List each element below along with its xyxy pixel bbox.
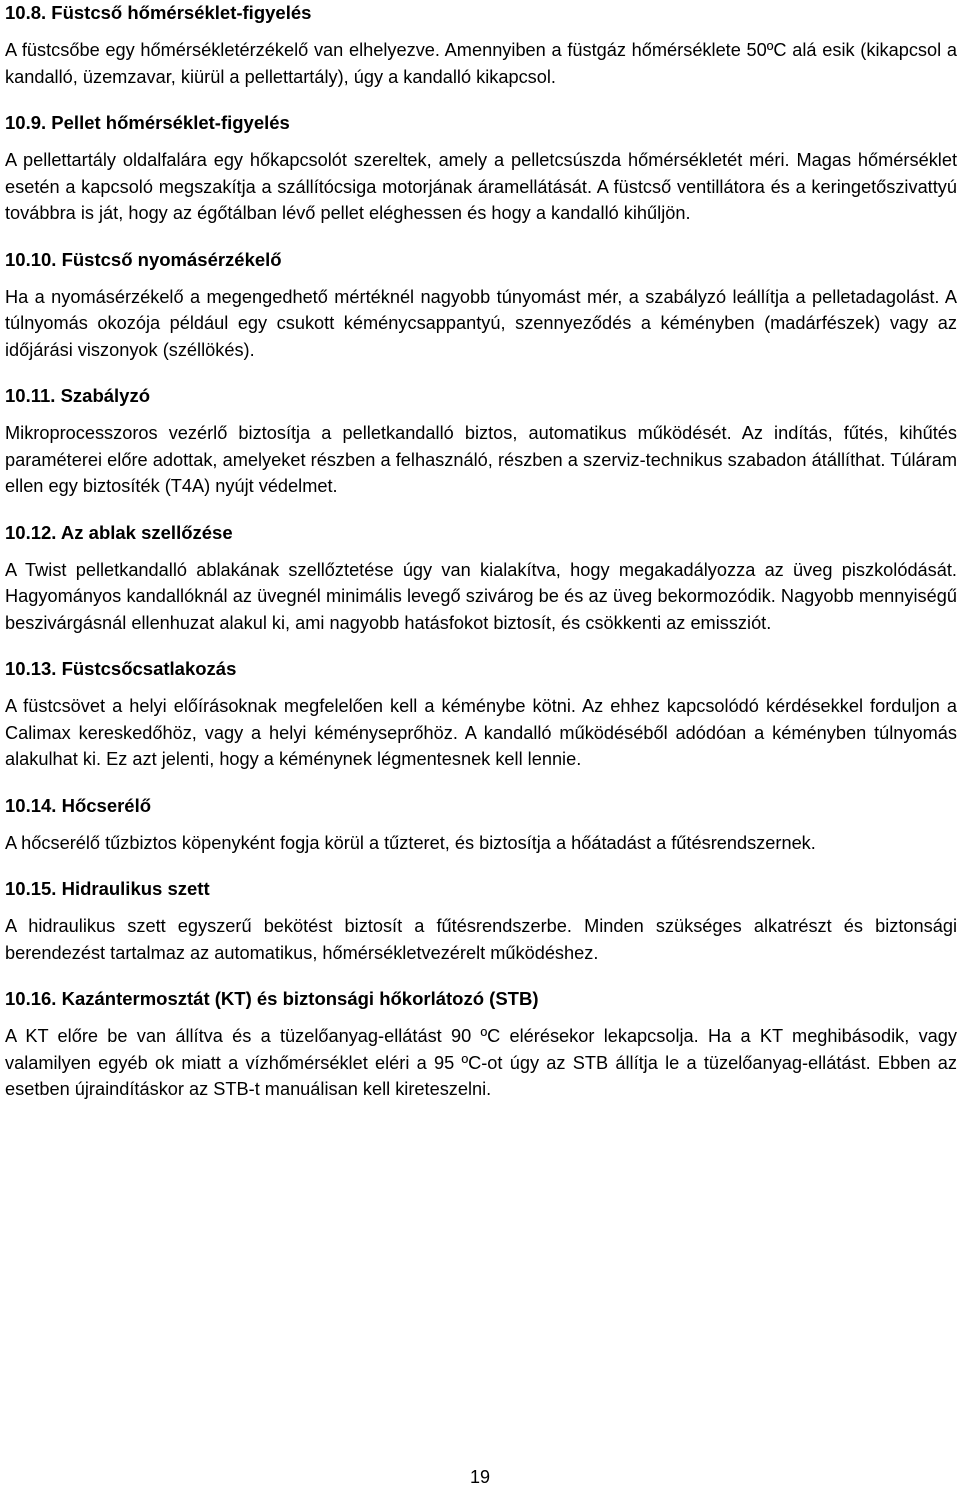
section-text: A füstcsövet a helyi előírásoknak megfelelően kell a kéménybe kötni. Az ehhez kapcsolódó kérdésekkel forduljon a Calimax kereskedőhöz, vagy a helyi kéményseprőhöz. A kandalló működéséből adódóan a kéményben túlnyomás alakulhat ki. Ez azt jelenti, hogy a kéménynek légmentesnek kell lennie. — [5, 696, 957, 769]
section-number: 10.11. — [5, 385, 56, 406]
document-page — [5, 0, 957, 1123]
section-heading — [5, 986, 957, 1012]
section-title: Kazántermosztát (KT) és biztonsági hőkorlátozó (STB) — [61, 988, 539, 1009]
section-title: Füstcső hőmérséklet-figyelés — [51, 2, 312, 23]
section-heading — [5, 656, 957, 682]
section-10-9 — [5, 110, 957, 227]
section-10-11 — [5, 383, 957, 500]
section-heading — [5, 383, 957, 409]
section-number: 10.9. — [5, 112, 47, 133]
section-text: A Twist pelletkandalló ablakának szellőztetése úgy van kialakítva, hogy megakadályozza az üveg piszkolódását. Hagyományos kandallóknál az üvegnél minimális levegő szivárog be és az üveg bekormozódik. Nagyobb mennyiségű beszivárgásnál ellenhuzat alakul ki, ami nagyobb hatásfokot biztosít, és csökkenti az emissziót. — [5, 559, 957, 633]
section-number: 10.15. — [5, 878, 57, 899]
section-text: Mikroprocesszoros vezérlő biztosítja a pelletkandalló biztos, automatikus működését. Az indítás, fűtés, kihűtés paraméterei előre adottak, amelyeket részben a felhasználó, részben a szerviz-technikus szabadon átállíthat. Túláram ellen egy biztosíték (T4A) nyújt védelmet. — [5, 423, 957, 496]
section-title: Hidraulikus szett — [61, 878, 210, 899]
section-text: A füstcsőbe egy hőmérsékletérzékelő van elhelyezve. Amennyiben a füstgáz hőmérséklete 50ºC alá esik (kikapcsol a kandalló, üzemzavar, kiürül a pellettartály), úgy a kandalló kikapcsol. — [5, 40, 957, 87]
section-title: Pellet hőmérséklet-figyelés — [51, 112, 290, 133]
section-number: 10.12. — [5, 521, 57, 543]
section-number: 10.10. — [5, 248, 57, 270]
section-number: 10.8. — [5, 2, 47, 23]
section-heading — [5, 793, 957, 819]
section-heading — [5, 520, 957, 546]
section-number: 10.16. — [5, 988, 57, 1009]
section-text: A KT előre be van állítva és a tüzelőanyag-ellátást 90 ºC elérésekor lekapcsolja. Ha a KT meghibásodik, vagy valamilyen egyéb ok miatt a vízhőmérséklet eléri a 95 ºC-ot úgy az STB állítja le a tüzelőanyag-ellátást. Ebben az esetben újraindításkor az STB-t manuálisan kell kireteszelni. — [5, 1026, 957, 1099]
section-number: 10.14. — [5, 794, 57, 816]
section-title: Az ablak szellőzése — [60, 521, 233, 543]
section-title: Szabályzó — [60, 385, 151, 406]
section-10-16 — [5, 986, 957, 1103]
section-title: Füstcsőcsatlakozás — [61, 658, 237, 679]
section-number: 10.13. — [5, 658, 57, 679]
section-heading — [5, 876, 957, 902]
section-10-13 — [5, 656, 957, 773]
section-10-15 — [5, 876, 957, 966]
section-10-12 — [5, 520, 957, 637]
section-title: Füstcső nyomásérzékelő — [61, 248, 282, 270]
section-10-8 — [5, 0, 957, 90]
section-10-14 — [5, 793, 957, 857]
section-heading — [5, 0, 957, 26]
section-10-10 — [5, 247, 957, 364]
page-number: 19 — [469, 1467, 491, 1487]
section-title: Hőcserélő — [61, 794, 152, 816]
section-text: Ha a nyomásérzékelő a megengedhető mértéknél nagyobb túnyomást mér, a szabályzó leállítja a pelletadagolást. A túlnyomás okozója például egy csukott kéménycsappantyú, szennyeződés a kéményben (madárfészek) vagy az időjárási viszonyok (széllökés). — [5, 286, 957, 360]
section-heading — [5, 110, 957, 136]
section-text: A hidraulikus szett egyszerű bekötést biztosít a fűtésrendszerbe. Minden szükséges alkatrészt és biztonsági berendezést tartalmaz az automatikus, hőmérsékletvezérelt működéshez. — [5, 916, 957, 963]
section-text: A hőcserélő tűzbiztos köpenyként fogja körül a tűzteret, és biztosítja a hőátadást a fűtésrendszernek. — [5, 832, 816, 853]
section-text: A pellettartály oldalfalára egy hőkapcsolót szereltek, amely a pelletcsúszda hőmérsékletét méri. Magas hőmérséklet esetén a kapcsoló megszakítja a szállítócsiga motorjának áramellátását. A füstcső ventillátora és a keringetőszivattyú továbbra is ját, hogy az égőtálban lévő pellet eléghessen és hogy a kandalló kihűljön. — [5, 150, 957, 223]
section-heading — [5, 247, 957, 273]
